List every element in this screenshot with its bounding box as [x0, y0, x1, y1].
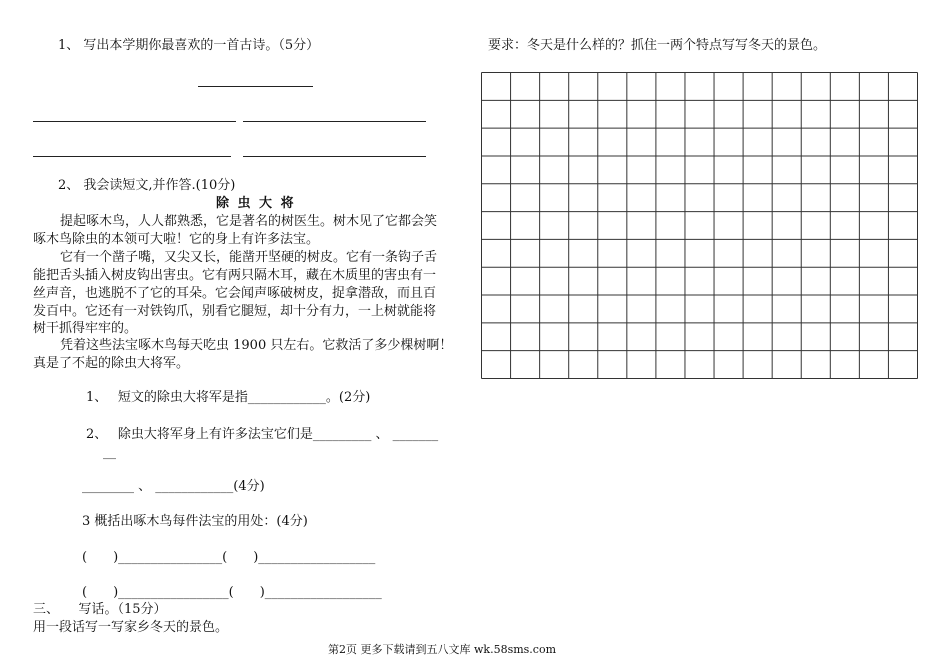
- sub-question-3-blanks-a[interactable]: ( )________________( )__________________: [82, 550, 376, 565]
- sub-question-2[interactable]: 2、 除虫大将军身上有许多法宝它们是_________ 、 _______: [86, 427, 439, 442]
- sub-question-2-blanks[interactable]: ________ 、 ____________(4分): [82, 479, 265, 494]
- writing-requirement: 要求：冬天是什么样的？抓住一两个特点写写冬天的景色。: [488, 38, 827, 53]
- page-footer: 第2页 更多下载请到五八文库 wk.58sms.com: [328, 643, 556, 656]
- poem-line-2a[interactable]: [33, 156, 231, 157]
- sub-question-2-wrap[interactable]: __: [103, 445, 116, 460]
- story-paragraph-line: 啄木鸟除虫的本领可大啦！它的身上有许多法宝。: [33, 232, 320, 247]
- story-paragraph-line: 凭着这些法宝啄木鸟每天吃虫 1900 只左右。它救活了多少棵树啊！: [60, 338, 453, 353]
- sub-question-3-blanks-b[interactable]: ( )_________________( )__________________: [82, 585, 382, 600]
- story-paragraph-line: 丝声音，也逃脱不了它的耳朵。它会闻声啄破树皮，捉拿潜敌，而且百: [33, 286, 437, 301]
- story-paragraph-line: 它有一个凿子嘴，又尖又长，能凿开坚硬的树皮。它有一条钩子舌: [60, 250, 438, 265]
- sub-question-1[interactable]: 1、 短文的除虫大将军是指____________。(2分): [86, 390, 371, 405]
- story-title: 除 虫 大 将: [216, 196, 296, 211]
- poem-line-2b[interactable]: [243, 156, 426, 157]
- writing-grid[interactable]: [481, 72, 918, 379]
- question-1: 1、 写出本学期你最喜欢的一首古诗。（5分）: [58, 38, 320, 53]
- story-paragraph-line: 能把舌头插入树皮钩出害虫。它有两只隔木耳，藏在木质里的害虫有一: [33, 268, 437, 283]
- section-3-heading: 三、 写话。（15分）: [33, 602, 167, 617]
- poem-line-1a[interactable]: [33, 121, 236, 122]
- question-2: 2、 我会读短文,并作答.(10分): [58, 178, 236, 193]
- sub-question-3: 3 概括出啄木鸟每件法宝的用处：(4分): [82, 514, 308, 529]
- story-paragraph-line: 真是了不起的除虫大将军。: [33, 356, 190, 371]
- story-paragraph-line: 发百中。它还有一对铁钩爪，别看它腿短，却十分有力，一上树就能将: [33, 304, 437, 319]
- story-paragraph-line: 树干抓得牢牢的。: [33, 321, 138, 336]
- story-paragraph-line: 提起啄木鸟，人人都熟悉，它是著名的树医生。树木见了它都会笑: [60, 214, 438, 229]
- writing-prompt: 用一段话写一写家乡冬天的景色。: [33, 620, 229, 635]
- poem-line-1b[interactable]: [243, 121, 426, 122]
- poem-title-line[interactable]: [198, 86, 313, 87]
